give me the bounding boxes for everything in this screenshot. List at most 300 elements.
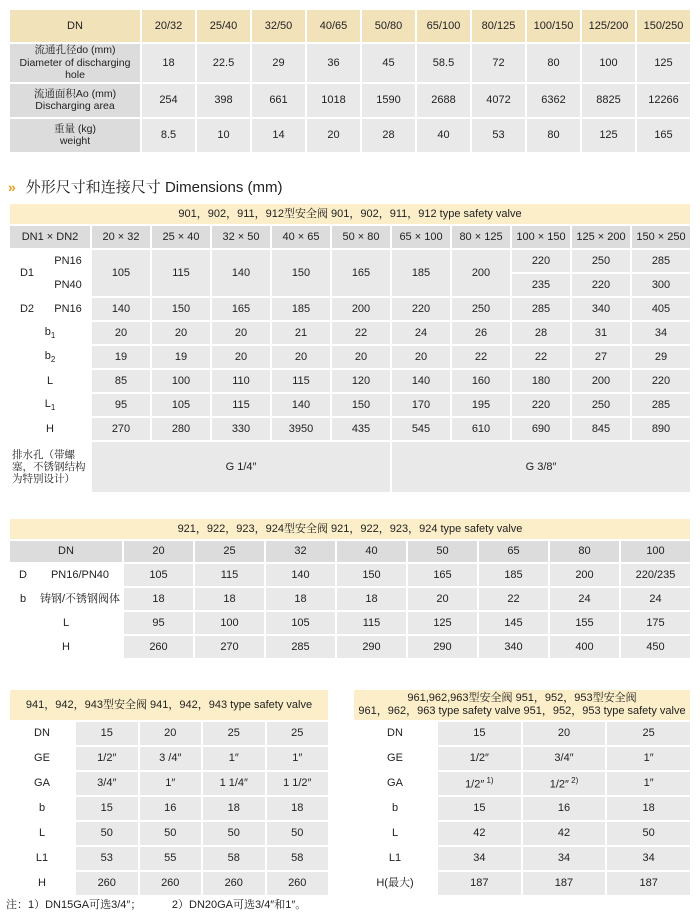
value-cell: 31 xyxy=(572,322,630,344)
table-row xyxy=(10,44,690,82)
value-cell: 150 xyxy=(337,564,406,586)
header-cell-dn: DN xyxy=(10,541,122,562)
value-cell: 185 xyxy=(479,564,548,586)
value-cell: 1018 xyxy=(307,84,360,117)
row-label-pn16: PN16 xyxy=(46,298,90,320)
value-cell: 1590 xyxy=(362,84,415,117)
value-cell: 50 xyxy=(203,822,265,845)
value-cell xyxy=(523,722,606,745)
value-cell: 28 xyxy=(362,119,415,152)
value-cell: 14 xyxy=(252,119,305,152)
value-cell: 21 xyxy=(272,322,330,344)
value-cell xyxy=(438,872,521,895)
value-cell: 18 xyxy=(266,588,335,610)
value-cell: 85 xyxy=(92,370,150,392)
value-cell: 290 xyxy=(337,636,406,658)
value-cell: 140 xyxy=(212,250,270,296)
value-cell: 20 xyxy=(332,346,390,368)
value-cell: 3/4″ xyxy=(76,772,138,795)
value-cell: 3950 xyxy=(272,418,330,440)
value-cell: 8825 xyxy=(582,84,635,117)
row-label-en: weight xyxy=(59,135,91,148)
value-cell: 18 xyxy=(203,797,265,820)
header-cell: 32/50 xyxy=(252,10,305,42)
value-cell: 19 xyxy=(152,346,210,368)
value-text: 187 xyxy=(470,877,489,890)
value-cell: 125 xyxy=(582,119,635,152)
value-cell: 185 xyxy=(272,298,330,320)
table-row xyxy=(10,204,690,224)
value-cell: 115 xyxy=(195,564,264,586)
table-row xyxy=(10,10,690,42)
value-cell: 3 /4″ xyxy=(140,747,202,770)
table-row xyxy=(10,636,690,658)
value-cell: 25 xyxy=(267,722,329,745)
value-cell: 29 xyxy=(632,346,690,368)
row-label-d1: D1 xyxy=(10,250,44,296)
value-cell: G 3/8″ xyxy=(392,442,690,492)
table-title: 941，942，943型安全阀 941，942，943 type safety valve xyxy=(10,690,328,720)
value-text: 15 xyxy=(473,727,486,740)
value-text: 42 xyxy=(473,827,486,840)
header-cell: 40/65 xyxy=(307,10,360,42)
table-961-951 xyxy=(352,688,692,897)
table-row xyxy=(354,772,690,795)
value-cell: 15 xyxy=(76,722,138,745)
header-cell: 80 × 125 xyxy=(452,226,510,248)
table-941-943 xyxy=(8,688,330,897)
row-label: GE xyxy=(10,747,74,770)
section-title: 外形尺寸和连接尺寸 Dimensions (mm) xyxy=(25,179,283,196)
table-row xyxy=(354,747,690,770)
value-cell: 24 xyxy=(621,588,690,610)
table-row xyxy=(10,588,690,610)
row-subscript: 2 xyxy=(50,355,56,364)
header-cell: 25/40 xyxy=(197,10,250,42)
value-cell: 690 xyxy=(512,418,570,440)
table-title-line2: 961，962，963 type safety valve 951，952，953 type safety valve xyxy=(358,705,686,717)
value-cell: 12266 xyxy=(637,84,690,117)
value-cell: 80 xyxy=(527,44,580,82)
value-cell: 20 xyxy=(392,346,450,368)
header-cell: 100/150 xyxy=(527,10,580,42)
value-cell: 18 xyxy=(267,797,329,820)
value-cell xyxy=(607,722,690,745)
value-cell: 20 xyxy=(152,322,210,344)
value-cell: 20 xyxy=(212,322,270,344)
value-cell: 25 xyxy=(203,722,265,745)
value-cell: 285 xyxy=(512,298,570,320)
value-cell: 27 xyxy=(572,346,630,368)
header-cell: 20 xyxy=(124,541,193,562)
section-heading xyxy=(8,176,282,197)
value-cell: 160 xyxy=(452,370,510,392)
row-label-drain: 排水孔（带螺塞，不锈钢结构为特别设计） xyxy=(10,442,90,492)
value-cell: 405 xyxy=(632,298,690,320)
value-cell: 260 xyxy=(76,872,138,895)
value-cell: 29 xyxy=(252,44,305,82)
value-cell xyxy=(607,747,690,770)
value-cell: 115 xyxy=(337,612,406,634)
table-title: 901，902，911，912型安全阀 901，902，911，912 type safety valve xyxy=(10,204,690,224)
value-cell: 270 xyxy=(195,636,264,658)
value-cell: 340 xyxy=(572,298,630,320)
value-cell: 34 xyxy=(632,322,690,344)
value-cell: 110 xyxy=(212,370,270,392)
section-arrow-icon: » xyxy=(8,178,16,195)
row-label: L1 xyxy=(10,847,74,870)
value-cell: 18 xyxy=(337,588,406,610)
value-text: 1/2″ xyxy=(469,752,489,765)
value-cell: 22 xyxy=(452,346,510,368)
value-text: 25 xyxy=(642,727,655,740)
value-cell: 20 xyxy=(92,322,150,344)
row-subscript: 1 xyxy=(50,403,56,412)
value-cell: 4072 xyxy=(472,84,525,117)
value-cell: 398 xyxy=(197,84,250,117)
row-label: b xyxy=(10,797,74,820)
row-label: DN xyxy=(354,722,436,745)
table-row xyxy=(10,346,690,368)
row-label xyxy=(10,84,140,117)
value-cell: 16 xyxy=(140,797,202,820)
value-cell xyxy=(438,772,521,795)
footnote-marker: 2) xyxy=(568,775,579,785)
value-cell: 254 xyxy=(142,84,195,117)
value-cell xyxy=(607,822,690,845)
value-cell: 95 xyxy=(92,394,150,416)
header-cell: 65 × 100 xyxy=(392,226,450,248)
table-row xyxy=(10,747,328,770)
value-cell: 200 xyxy=(550,564,619,586)
value-cell: 150 xyxy=(332,394,390,416)
value-text: 42 xyxy=(557,827,571,840)
value-cell: 220 xyxy=(512,250,570,272)
value-cell: 22.5 xyxy=(197,44,250,82)
row-label-cn: 流通孔径do (mm) xyxy=(34,44,116,56)
header-cell: 150 × 250 xyxy=(632,226,690,248)
value-cell: 10 xyxy=(197,119,250,152)
table-title: 921，922，923，924型安全阀 921，922，923，924 type safety valve xyxy=(10,519,690,539)
table-row xyxy=(10,418,690,440)
value-text: 15 xyxy=(473,802,486,815)
value-cell: 165 xyxy=(408,564,477,586)
value-cell: 22 xyxy=(332,322,390,344)
value-cell: 40 xyxy=(417,119,470,152)
value-cell: 285 xyxy=(632,394,690,416)
value-cell: 100 xyxy=(152,370,210,392)
value-cell: 140 xyxy=(392,370,450,392)
value-cell: 22 xyxy=(479,588,548,610)
row-label: DN xyxy=(10,722,74,745)
header-cell: 80/125 xyxy=(472,10,525,42)
value-cell: 220 xyxy=(392,298,450,320)
value-cell: 105 xyxy=(92,250,150,296)
value-cell: 175 xyxy=(621,612,690,634)
value-cell xyxy=(523,847,606,870)
value-cell: 26 xyxy=(452,322,510,344)
value-cell: 890 xyxy=(632,418,690,440)
value-text: 34 xyxy=(557,852,571,865)
row-label-pn16: PN16 xyxy=(46,250,90,272)
value-cell: 235 xyxy=(512,274,570,296)
value-cell xyxy=(607,847,690,870)
value-cell: 180 xyxy=(512,370,570,392)
value-cell: 58 xyxy=(203,847,265,870)
row-label-pn40: PN40 xyxy=(46,274,90,296)
row-symbol: b xyxy=(44,325,51,338)
value-cell: 115 xyxy=(152,250,210,296)
value-cell: 58 xyxy=(267,847,329,870)
row-label xyxy=(10,44,140,82)
row-label-cn: 重量 (kg) xyxy=(54,122,96,135)
row-label: b xyxy=(354,797,436,820)
header-cell: 40 xyxy=(337,541,406,562)
row-label: H(最大) xyxy=(354,872,436,895)
header-cell: 80 xyxy=(550,541,619,562)
value-cell: 125 xyxy=(637,44,690,82)
value-cell: 200 xyxy=(452,250,510,296)
table-row xyxy=(354,690,690,720)
row-label: GA xyxy=(354,772,436,795)
table-title xyxy=(354,690,690,720)
value-cell: 36 xyxy=(307,44,360,82)
header-cell: 32 xyxy=(266,541,335,562)
footnote: 注：1）DN15GA可选3/4″； 2）DN20GA可选3/4″和1″。 xyxy=(6,899,307,911)
row-symbol: L xyxy=(46,374,54,387)
row-label xyxy=(10,418,90,440)
row-symbol: L xyxy=(44,397,51,410)
value-cell xyxy=(523,872,606,895)
value-cell xyxy=(607,872,690,895)
value-cell: 53 xyxy=(76,847,138,870)
value-cell: 165 xyxy=(332,250,390,296)
header-cell: 32 × 50 xyxy=(212,226,270,248)
value-cell: 20 xyxy=(140,722,202,745)
row-label: GE xyxy=(354,747,436,770)
table-row xyxy=(10,541,690,562)
value-text: 1/2″ xyxy=(549,778,569,791)
value-cell: 285 xyxy=(632,250,690,272)
table-921-924 xyxy=(8,517,692,660)
table-row xyxy=(10,822,328,845)
value-cell xyxy=(607,772,690,795)
header-cell: 50 × 80 xyxy=(332,226,390,248)
row-label-en: Discharging area xyxy=(35,100,115,113)
value-cell: 120 xyxy=(332,370,390,392)
value-cell: 18 xyxy=(195,588,264,610)
table-row xyxy=(354,797,690,820)
header-cell: 50 xyxy=(408,541,477,562)
value-cell: 100 xyxy=(195,612,264,634)
header-cell: 100 xyxy=(621,541,690,562)
header-cell-dn: DN xyxy=(10,10,140,42)
value-cell: 155 xyxy=(550,612,619,634)
value-cell: 661 xyxy=(252,84,305,117)
value-cell xyxy=(523,822,606,845)
value-cell: 1 1/2″ xyxy=(267,772,329,795)
value-cell: 8.5 xyxy=(142,119,195,152)
value-cell: 50 xyxy=(140,822,202,845)
table-row xyxy=(10,322,690,344)
value-cell: 300 xyxy=(632,274,690,296)
value-cell: 20 xyxy=(212,346,270,368)
value-cell: 20 xyxy=(408,588,477,610)
table-row xyxy=(10,519,690,539)
row-label: GA xyxy=(10,772,74,795)
value-cell: 80 xyxy=(527,119,580,152)
value-cell: 195 xyxy=(452,394,510,416)
value-cell: 18 xyxy=(142,44,195,82)
value-text: 20 xyxy=(557,727,571,740)
value-cell: 115 xyxy=(212,394,270,416)
spec-table xyxy=(8,8,692,154)
value-cell xyxy=(523,747,606,770)
value-cell: G 1/4″ xyxy=(92,442,390,492)
row-label-cn: 流通面积Ao (mm) xyxy=(33,87,117,100)
value-cell: 95 xyxy=(124,612,193,634)
value-cell: 18 xyxy=(124,588,193,610)
value-cell: 280 xyxy=(152,418,210,440)
value-text: 50 xyxy=(642,827,655,840)
row-label-en: Diameter of discharging hole xyxy=(19,56,131,82)
row-label: H xyxy=(10,872,74,895)
value-text: 187 xyxy=(554,877,574,890)
value-text: 1″ xyxy=(643,752,654,765)
table-row xyxy=(10,772,328,795)
value-text: 187 xyxy=(639,877,658,890)
row-label: L xyxy=(10,612,122,634)
table-row xyxy=(10,872,328,895)
value-cell: 250 xyxy=(452,298,510,320)
value-cell: 150 xyxy=(152,298,210,320)
value-cell: 165 xyxy=(637,119,690,152)
value-text: 1″ xyxy=(643,777,654,790)
table-row xyxy=(10,226,690,248)
value-cell: 290 xyxy=(408,636,477,658)
value-cell: 250 xyxy=(572,250,630,272)
header-cell: 125 × 200 xyxy=(572,226,630,248)
table-row xyxy=(10,298,690,320)
value-text: 34 xyxy=(473,852,486,865)
row-label xyxy=(10,346,90,368)
header-cell: 40 × 65 xyxy=(272,226,330,248)
table-row xyxy=(10,690,328,720)
value-text: 16 xyxy=(557,802,571,815)
table-row xyxy=(10,84,690,117)
row-label: L1 xyxy=(354,847,436,870)
value-cell xyxy=(438,797,521,820)
value-cell: 450 xyxy=(621,636,690,658)
row-label: L xyxy=(354,822,436,845)
value-cell: 24 xyxy=(392,322,450,344)
value-cell: 270 xyxy=(92,418,150,440)
value-cell: 260 xyxy=(203,872,265,895)
row-sublabel: 铸钢/不锈钢阀体 xyxy=(38,588,122,610)
value-cell: 170 xyxy=(392,394,450,416)
value-cell: 22 xyxy=(512,346,570,368)
table-row xyxy=(10,797,328,820)
table-title-line1: 961,962,963型安全阀 951，952，953型安全阀 xyxy=(407,692,637,705)
value-cell: 260 xyxy=(140,872,202,895)
value-text: 3/4″ xyxy=(554,752,574,765)
value-cell: 115 xyxy=(272,370,330,392)
value-cell: 330 xyxy=(212,418,270,440)
row-label: H xyxy=(10,636,122,658)
table-row xyxy=(10,442,690,492)
value-cell: 545 xyxy=(392,418,450,440)
value-cell: 260 xyxy=(124,636,193,658)
value-cell: 50 xyxy=(76,822,138,845)
value-cell xyxy=(438,747,521,770)
row-symbol: H xyxy=(46,422,54,435)
value-cell: 435 xyxy=(332,418,390,440)
value-cell: 2688 xyxy=(417,84,470,117)
header-cell: 25 × 40 xyxy=(152,226,210,248)
header-cell: 65/100 xyxy=(417,10,470,42)
value-cell: 1″ xyxy=(267,747,329,770)
table-row xyxy=(354,822,690,845)
value-cell: 105 xyxy=(124,564,193,586)
value-cell: 1″ xyxy=(203,747,265,770)
value-cell: 140 xyxy=(272,394,330,416)
table-row xyxy=(354,722,690,745)
value-cell: 20 xyxy=(307,119,360,152)
value-cell: 610 xyxy=(452,418,510,440)
value-cell: 19 xyxy=(92,346,150,368)
header-cell: 25 xyxy=(195,541,264,562)
row-label xyxy=(10,394,90,416)
value-cell: 125 xyxy=(408,612,477,634)
value-cell: 150 xyxy=(272,250,330,296)
row-label-d2: D2 xyxy=(10,298,44,320)
row-label xyxy=(10,119,140,152)
value-cell xyxy=(438,722,521,745)
header-cell: 125/200 xyxy=(582,10,635,42)
value-text: 34 xyxy=(642,852,655,865)
value-cell: 220/235 xyxy=(621,564,690,586)
row-subscript: 1 xyxy=(50,331,56,340)
value-cell: 20 xyxy=(272,346,330,368)
table-row xyxy=(10,847,328,870)
table-row xyxy=(10,722,328,745)
value-cell: 1″ xyxy=(140,772,202,795)
value-cell: 6362 xyxy=(527,84,580,117)
value-cell: 105 xyxy=(266,612,335,634)
value-cell: 58.5 xyxy=(417,44,470,82)
value-cell xyxy=(523,797,606,820)
value-cell: 220 xyxy=(512,394,570,416)
value-cell: 845 xyxy=(572,418,630,440)
value-cell: 105 xyxy=(152,394,210,416)
value-cell: 140 xyxy=(92,298,150,320)
value-cell: 50 xyxy=(267,822,329,845)
table-901-912 xyxy=(8,202,692,494)
header-cell: 150/250 xyxy=(637,10,690,42)
value-cell: 45 xyxy=(362,44,415,82)
value-cell: 53 xyxy=(472,119,525,152)
footnote-marker: 1) xyxy=(484,775,494,785)
table-row xyxy=(10,394,690,416)
value-cell: 55 xyxy=(140,847,202,870)
header-cell: 100 × 150 xyxy=(512,226,570,248)
table-row xyxy=(354,847,690,870)
value-cell: 165 xyxy=(212,298,270,320)
value-cell xyxy=(438,847,521,870)
value-cell: 285 xyxy=(266,636,335,658)
row-symbol: b xyxy=(44,349,51,362)
row-label: b xyxy=(10,588,36,610)
